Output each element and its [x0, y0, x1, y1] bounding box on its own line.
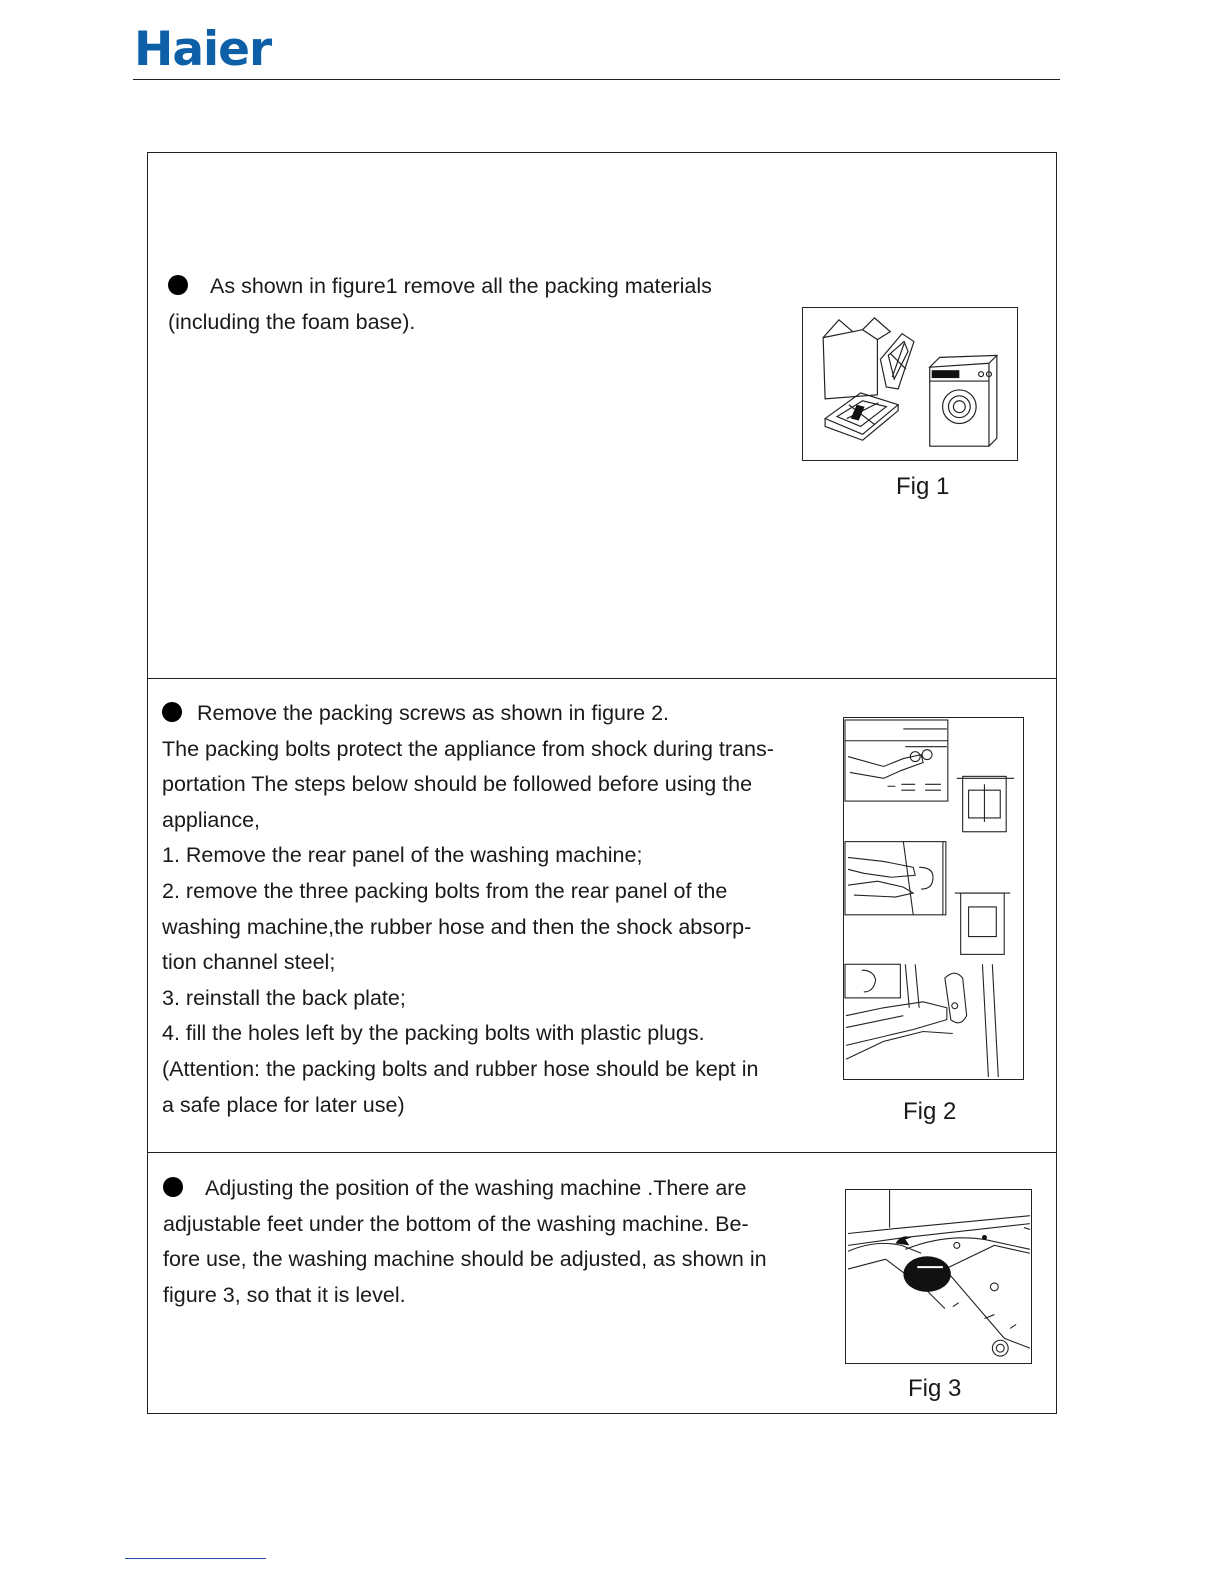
section-divider-2: [147, 1152, 1057, 1153]
leveling-line-2: adjustable feet under the bottom of the washing machine. Be-: [163, 1211, 749, 1236]
packing-line-1-text: As shown in figure1 remove all the packing materials: [210, 274, 712, 298]
figure-1-caption: Fig 1: [896, 473, 950, 500]
header-divider: [133, 79, 1060, 80]
leveling-line-1: [163, 1171, 823, 1207]
screw-line-2: The packing bolts protect the appliance from shock during trans-: [162, 736, 774, 761]
leveling-line-3: fore use, the washing machine should be adjusted, as shown in: [163, 1247, 767, 1272]
figure-3-adjustable-feet: [845, 1189, 1032, 1364]
packing-instructions: [168, 269, 788, 340]
packing-line-2: (including the foam base).: [168, 309, 416, 334]
screw-line-3: portation The steps below should be followed before using the: [162, 772, 753, 797]
leveling-line-4: figure 3, so that it is level.: [163, 1282, 406, 1307]
screw-line-1-text: Remove the packing screws as shown in figure 2.: [197, 701, 670, 725]
haier-logo: Haier: [134, 22, 272, 77]
section-divider-1: [147, 678, 1057, 679]
screw-line-7: washing machine,the rubber hose and then the shock absorp-: [162, 914, 752, 939]
screw-line-12: a safe place for later use): [162, 1092, 405, 1117]
packing-line-1: [168, 269, 788, 305]
figure-1-packing-materials: [802, 307, 1018, 461]
packing-illustration: [803, 308, 1017, 460]
leveling-foot-illustration: [846, 1190, 1031, 1363]
bullet-icon: [168, 275, 188, 295]
leveling-instructions: [163, 1171, 823, 1313]
screw-line-11: (Attention: the packing bolts and rubber hose should be kept in: [162, 1056, 759, 1081]
screw-line-8: tion channel steel;: [162, 950, 336, 975]
bullet-icon: [162, 702, 182, 722]
figure-3-caption: Fig 3: [908, 1375, 962, 1402]
screw-line-6: 2. remove the three packing bolts from the rear panel of the: [162, 878, 728, 903]
screw-line-10: 4. fill the holes left by the packing bolts with plastic plugs.: [162, 1021, 705, 1046]
screw-line-5: 1. Remove the rear panel of the washing machine;: [162, 843, 643, 868]
screw-line-9: 3. reinstall the back plate;: [162, 985, 406, 1010]
leveling-line-1-text: Adjusting the position of the washing machine .There are: [205, 1176, 747, 1200]
screw-instructions: [162, 696, 822, 1123]
figure-2-caption: Fig 2: [903, 1098, 957, 1125]
footer-divider: [125, 1558, 266, 1559]
screw-removal-illustration: [844, 718, 1023, 1079]
screw-line-1: [162, 696, 822, 732]
figure-2-packing-screws: [843, 717, 1024, 1080]
screw-line-4: appliance,: [162, 807, 261, 832]
bullet-icon: [163, 1177, 183, 1197]
